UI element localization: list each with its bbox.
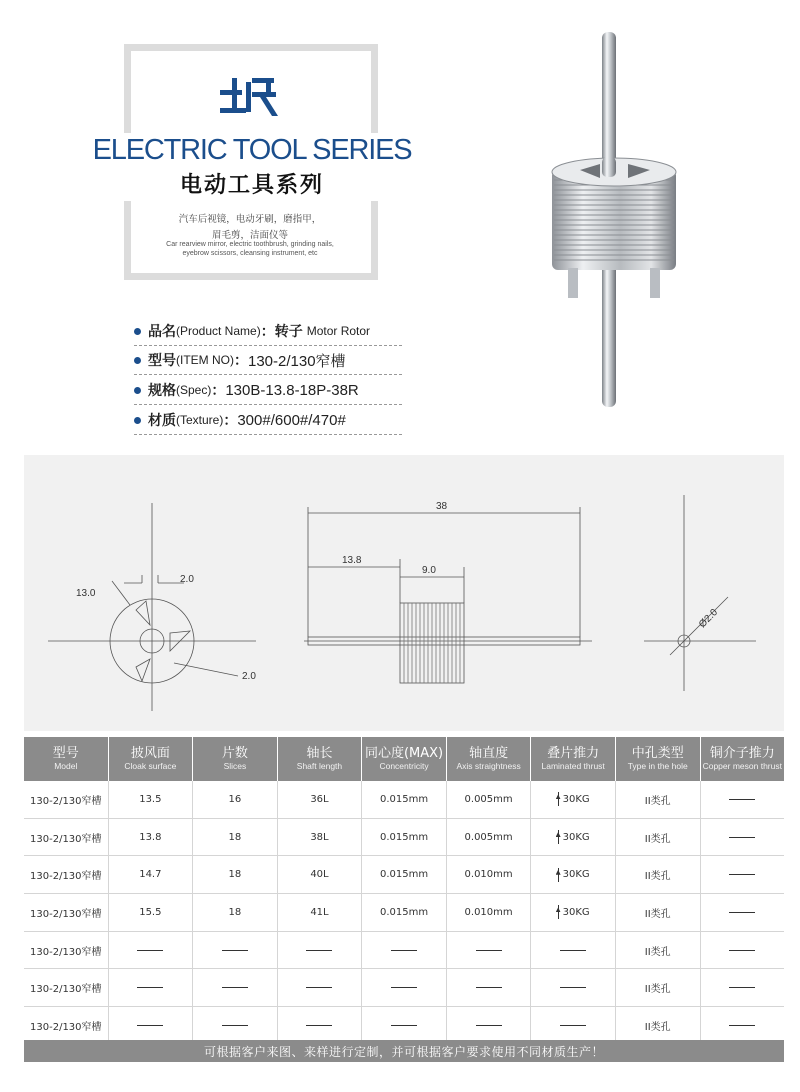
cell-copper (701, 932, 785, 969)
dash-mark (729, 912, 755, 913)
header-concentricity: 同心度(MAX) Concentricity (362, 737, 447, 781)
dim-phi2: Ø2.0 (696, 607, 721, 631)
cell-shaft (278, 1007, 363, 1044)
cell-cloak: 15.5 (109, 894, 194, 931)
cell-model: 130-2/130窄槽 (24, 969, 109, 1006)
series-title-cn: 电动工具系列 (179, 173, 324, 198)
dash-mark (729, 799, 755, 800)
arrow-up-icon (557, 905, 560, 919)
cell-slices (193, 1007, 278, 1044)
arrow-up-icon (557, 792, 560, 806)
dim-13: 13.0 (76, 588, 96, 599)
cell-conc (362, 932, 447, 969)
dash-mark (137, 1025, 163, 1026)
dash-mark (729, 987, 755, 988)
cell-hole: II类孔 (616, 819, 701, 856)
spec-divider (134, 374, 402, 375)
dim-9: 9.0 (422, 565, 436, 576)
cell-thrust (531, 1007, 616, 1044)
cell-thrust: 30KG (531, 819, 616, 856)
spec-table (24, 737, 784, 1045)
dash-mark (560, 987, 586, 988)
cell-axis: 0.010mm (447, 856, 532, 893)
cell-axis: 0.005mm (447, 781, 532, 818)
cell-conc: 0.015mm (362, 894, 447, 931)
cell-axis (447, 969, 532, 1006)
spec-key-en: (Texture) (176, 413, 224, 427)
dash-mark (729, 874, 755, 875)
cell-axis (447, 1007, 532, 1044)
cell-conc: 0.015mm (362, 781, 447, 818)
header-axis: 轴直度 Axis straightness (447, 737, 532, 781)
dim-2a: 2.0 (180, 574, 194, 585)
cell-conc: 0.015mm (362, 856, 447, 893)
cell-cloak (109, 1007, 194, 1044)
dash-mark (476, 950, 502, 951)
spec-key-cn: 材质 (148, 413, 176, 429)
uses-cn-line1: 汽车后视镜，电动牙刷，磨指甲， (178, 214, 322, 225)
table-body (24, 781, 784, 1045)
dash-mark (391, 1025, 417, 1026)
dash-mark (560, 1025, 586, 1026)
technical-drawing (24, 455, 784, 731)
cell-hole: II类孔 (616, 856, 701, 893)
cell-conc: 0.015mm (362, 819, 447, 856)
spec-texture: 材质 (Texture) ： 300#/600#/470# (134, 409, 346, 431)
dash-mark (476, 1025, 502, 1026)
cell-model: 130-2/130窄槽 (24, 932, 109, 969)
spec-product-name: 品名 (Product Name) ： 转子 Motor Rotor (134, 320, 370, 342)
cell-model: 130-2/130窄槽 (24, 1007, 109, 1044)
dash-mark (729, 837, 755, 838)
table-row (24, 894, 784, 932)
cell-slices (193, 969, 278, 1006)
uses-en-line2: eyebrow scissors, cleansing instrument, etc (182, 250, 318, 257)
spec-value-en: Motor Rotor (306, 324, 371, 338)
motor-rotor-image (540, 32, 690, 412)
spec-key-en: (ITEM NO) (176, 353, 234, 367)
bullet-icon (134, 328, 141, 335)
uses-en-line1: Car rearview mirror, electric toothbrush, grinding nails, (166, 241, 334, 248)
spec-value: 130B-13.8-18P-38R (225, 381, 359, 399)
footer-note: 可根据客户来图、来样进行定制，并可根据客户要求使用不同材质生产！ (24, 1040, 784, 1062)
spec-spec: 规格 (Spec) ： 130B-13.8-18P-38R (134, 379, 359, 401)
spec-value: 转子 (274, 324, 303, 340)
cell-thrust (531, 932, 616, 969)
cell-shaft: 41L (278, 894, 363, 931)
cell-cloak: 14.7 (109, 856, 194, 893)
dash-mark (222, 950, 248, 951)
brand-logo (216, 72, 286, 124)
header-frame-bottom (124, 273, 378, 280)
cell-shaft (278, 932, 363, 969)
dash-mark (306, 1025, 332, 1026)
dash-mark (729, 950, 755, 951)
cell-hole: II类孔 (616, 1007, 701, 1044)
uses-cn-line2: 眉毛剪，洁面仪等 (211, 230, 288, 241)
dim-38: 38 (436, 501, 448, 512)
cell-thrust (531, 969, 616, 1006)
header-cloak: 披风面 Cloak surface (109, 737, 194, 781)
dim-13-8: 13.8 (342, 555, 362, 566)
spec-key-cn: 品名 (148, 324, 176, 340)
cell-thrust: 30KG (531, 856, 616, 893)
cell-copper (701, 856, 785, 893)
series-title: ELECTRIC TOOL SERIES (92, 134, 412, 166)
cell-thrust: 30KG (531, 781, 616, 818)
cell-slices: 18 (193, 819, 278, 856)
cell-slices (193, 932, 278, 969)
cell-copper (701, 894, 785, 931)
cell-hole: II类孔 (616, 969, 701, 1006)
table-row (24, 969, 784, 1007)
dash-mark (306, 987, 332, 988)
table-row (24, 819, 784, 857)
table-header (24, 737, 784, 781)
cell-shaft: 40L (278, 856, 363, 893)
bullet-icon (134, 387, 141, 394)
cell-axis: 0.005mm (447, 819, 532, 856)
spec-item-no: 型号 (ITEM NO) ： 130-2/130窄槽 (134, 349, 346, 371)
spec-divider (134, 434, 402, 435)
cell-copper (701, 969, 785, 1006)
header-slices: 片数 Slices (193, 737, 278, 781)
cell-model: 130-2/130窄槽 (24, 894, 109, 931)
table-row (24, 781, 784, 819)
cell-cloak: 13.8 (109, 819, 194, 856)
spec-key-en: (Spec) (176, 383, 212, 397)
cell-slices: 16 (193, 781, 278, 818)
cell-model: 130-2/130窄槽 (24, 781, 109, 818)
dash-mark (560, 950, 586, 951)
cell-axis: 0.010mm (447, 894, 532, 931)
dim-2b: 2.0 (242, 671, 256, 682)
cell-axis (447, 932, 532, 969)
cell-slices: 18 (193, 894, 278, 931)
spec-value: 130-2/130窄槽 (248, 352, 346, 370)
table-row (24, 856, 784, 894)
cell-copper (701, 819, 785, 856)
spec-value: 300#/600#/470# (237, 411, 346, 429)
cell-conc (362, 969, 447, 1006)
cell-copper (701, 1007, 785, 1044)
header-copper: 铜介子推力 Copper meson thrust (702, 745, 782, 772)
spec-divider (134, 345, 402, 346)
cell-slices: 18 (193, 856, 278, 893)
spec-key-en: (Product Name) (176, 324, 261, 338)
cell-hole: II类孔 (616, 894, 701, 931)
cell-thrust: 30KG (531, 894, 616, 931)
spec-divider (134, 404, 402, 405)
dash-mark (391, 987, 417, 988)
cell-cloak: 13.5 (109, 781, 194, 818)
header-shaft: 轴长 Shaft length (278, 737, 363, 781)
header-model: 型号 Model (24, 737, 109, 781)
cell-cloak (109, 969, 194, 1006)
header-thrust: 叠片推力 Laminated thrust (531, 737, 616, 781)
arrow-up-icon (557, 830, 560, 844)
spec-key-cn: 型号 (148, 353, 176, 369)
table-row (24, 932, 784, 970)
cell-conc (362, 1007, 447, 1044)
cell-copper (701, 781, 785, 818)
cell-model: 130-2/130窄槽 (24, 819, 109, 856)
cell-cloak (109, 932, 194, 969)
dash-mark (222, 987, 248, 988)
bullet-icon (134, 417, 141, 424)
spec-key-cn: 规格 (148, 383, 176, 399)
dash-mark (729, 1025, 755, 1026)
cell-hole: II类孔 (616, 781, 701, 818)
cell-shaft (278, 969, 363, 1006)
arrow-up-icon (557, 868, 560, 882)
cell-shaft: 36L (278, 781, 363, 818)
cell-hole: II类孔 (616, 932, 701, 969)
cell-shaft: 38L (278, 819, 363, 856)
dash-mark (306, 950, 332, 951)
dash-mark (137, 987, 163, 988)
dash-mark (391, 950, 417, 951)
dash-mark (137, 950, 163, 951)
header-hole: 中孔类型 Type in the hole (616, 737, 701, 781)
bullet-icon (134, 357, 141, 364)
dash-mark (476, 987, 502, 988)
cell-model: 130-2/130窄槽 (24, 856, 109, 893)
dash-mark (222, 1025, 248, 1026)
